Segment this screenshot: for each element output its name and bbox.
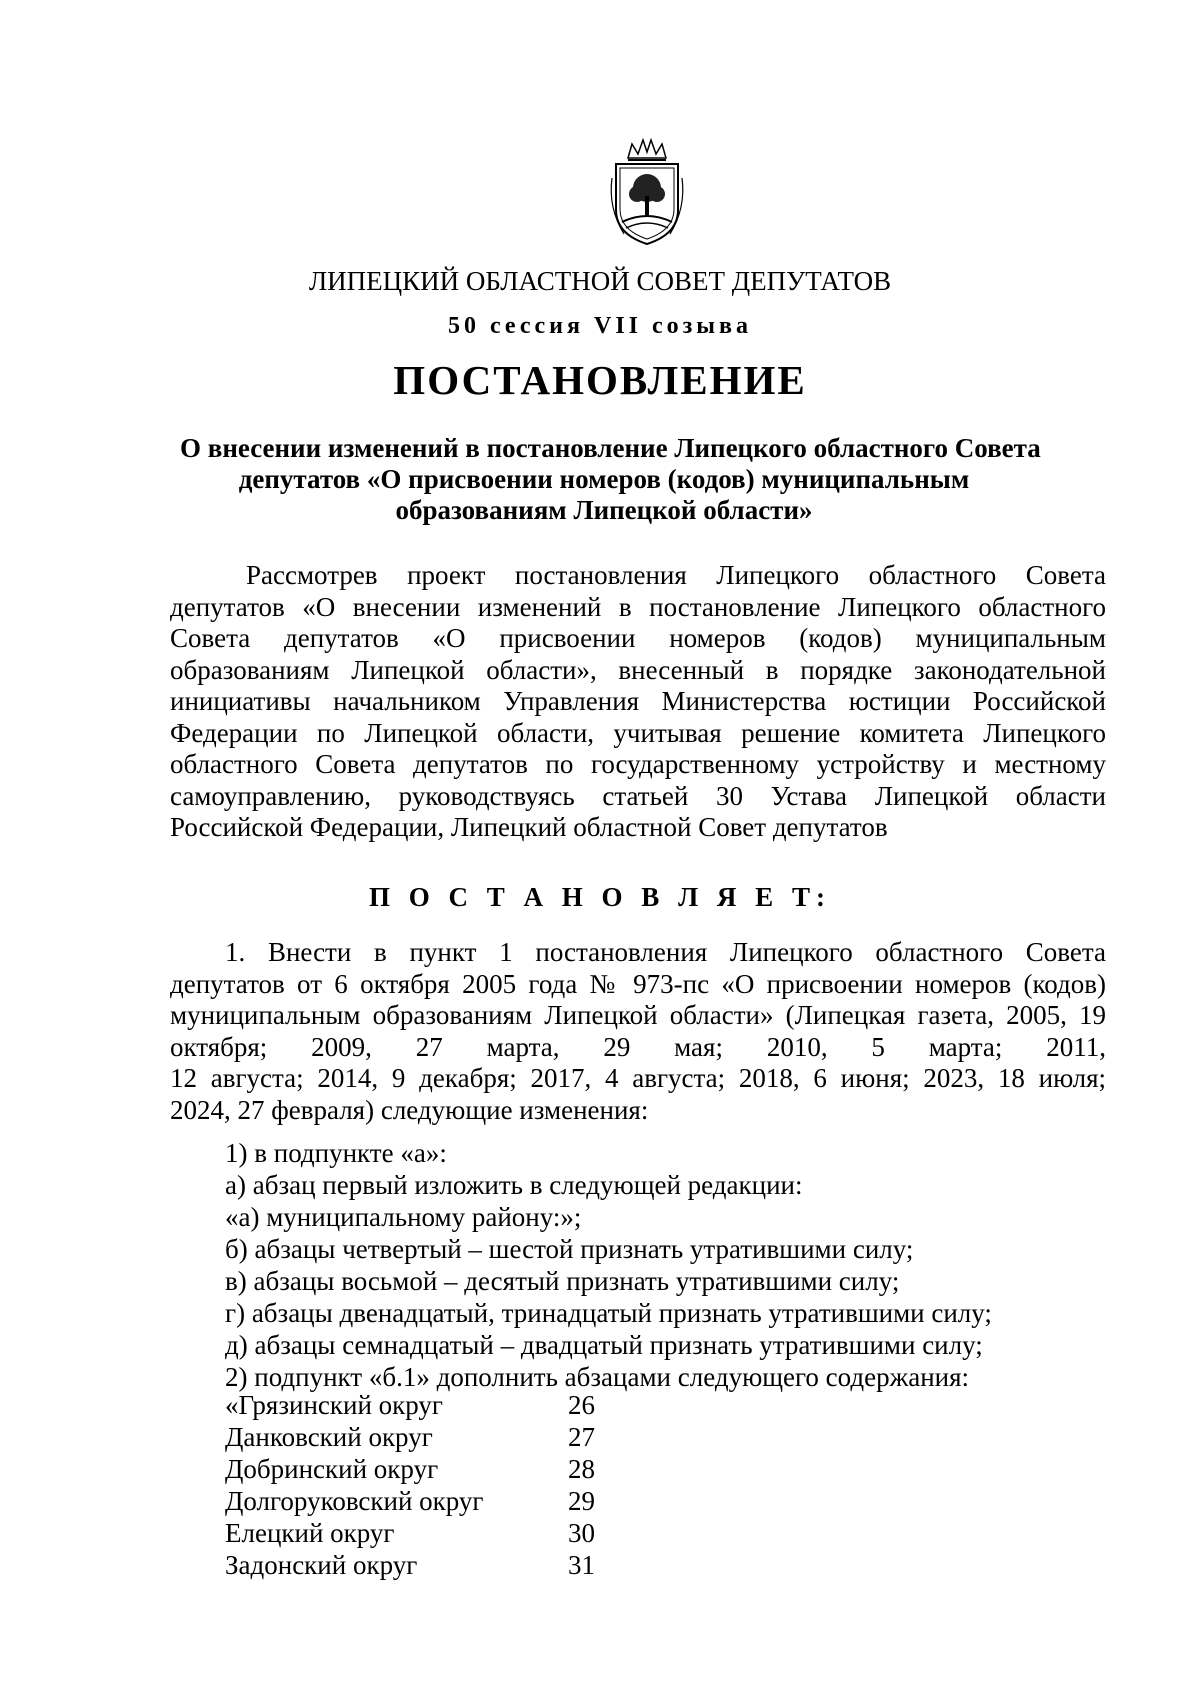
list-item: 1) в подпункте «а»: — [225, 1138, 447, 1168]
text-line: Российской Федерации, Липецкий областной Совет депутатов — [170, 812, 888, 842]
text-line: Федерации по Липецкой области, учитывая решение комитета Липецкого — [170, 717, 1106, 748]
coat-of-arms-icon — [606, 138, 688, 248]
document-title — [180, 433, 1041, 526]
title-line: образованиям Липецкой области» — [395, 495, 813, 525]
text-line: Совета депутатов «О присвоении номеров (кодов) муниципальным — [170, 623, 1106, 653]
list-item: б) абзацы четвертый – шестой признать утратившими силу; — [225, 1234, 914, 1264]
text-line: инициативы начальником Управления Министерства юстиции Российской — [170, 686, 1106, 716]
list-item: 2) подпункт «б.1» дополнить абзацами следующего содержания: — [225, 1362, 970, 1392]
resolves-heading: П О С Т А Н О В Л Я Е Т: — [369, 882, 831, 912]
district-code: 28 — [568, 1454, 595, 1484]
text-line: депутатов «О внесении изменений в постановление Липецкого областного — [170, 591, 1106, 622]
title-line: депутатов «О присвоении номеров (кодов) муниципальным — [238, 464, 970, 494]
district-name: Данковский округ — [225, 1422, 433, 1452]
point-1-paragraph — [170, 937, 1106, 1126]
list-item: г) абзацы двенадцатый, тринадцатый признать утратившими силу; — [225, 1298, 992, 1328]
text-line: Рассмотрев проект постановления Липецкого областного Совета — [246, 560, 1106, 590]
list-item: а) абзац первый изложить в следующей редакции: — [225, 1170, 803, 1200]
preamble-paragraph — [170, 560, 1106, 844]
text-line: образованиям Липецкой области», внесенный в порядке законодательной — [170, 654, 1106, 685]
district-name: «Грязинский округ — [225, 1390, 443, 1420]
text-line: самоуправлению, руководствуясь статьей 30 Устава Липецкой области — [170, 780, 1106, 811]
district-name: Долгоруковский округ — [225, 1486, 484, 1516]
text-line: октября; 2009, 27 марта, 29 мая; 2010, 5 марта; 2011, — [170, 1031, 1106, 1062]
session-label: 50 сессия VII созыва — [447, 313, 752, 339]
district-code: 29 — [568, 1486, 595, 1516]
district-name: Елецкий округ — [225, 1518, 395, 1548]
district-name: Добринский округ — [225, 1454, 439, 1484]
text-line: 2024, 27 февраля) следующие изменения: — [170, 1094, 649, 1125]
text-line: областного Совета депутатов по государственному устройству и местному — [170, 749, 1106, 779]
district-name: Задонский округ — [225, 1550, 418, 1580]
text-line: муниципальным образованиям Липецкой области» (Липецкая газета, 2005, 19 — [170, 1000, 1106, 1030]
text-line: 1. Внести в пункт 1 постановления Липецкого областного Совета — [225, 937, 1106, 967]
title-line: О внесении изменений в постановление Липецкого областного Совета — [180, 433, 1041, 463]
organization-name: ЛИПЕЦКИЙ ОБЛАСТНОЙ СОВЕТ ДЕПУТАТОВ — [308, 266, 892, 296]
text-line: депутатов от 6 октября 2005 года № 973-пс «О присвоении номеров (кодов) — [170, 968, 1106, 999]
document-type: ПОСТАНОВЛЕНИЕ — [393, 357, 807, 403]
district-code: 26 — [568, 1390, 595, 1420]
district-code: 27 — [568, 1422, 595, 1452]
list-item: д) абзацы семнадцатый – двадцатый признать утратившими силу; — [225, 1330, 983, 1360]
text-line: 12 августа; 2014, 9 декабря; 2017, 4 августа; 2018, 6 июня; 2023, 18 июля; — [170, 1063, 1106, 1093]
list-item: «а) муниципальному району:»; — [225, 1202, 582, 1232]
district-code: 31 — [568, 1550, 595, 1580]
district-code: 30 — [568, 1518, 595, 1548]
list-item: в) абзацы восьмой – десятый признать утратившими силу; — [225, 1266, 900, 1296]
